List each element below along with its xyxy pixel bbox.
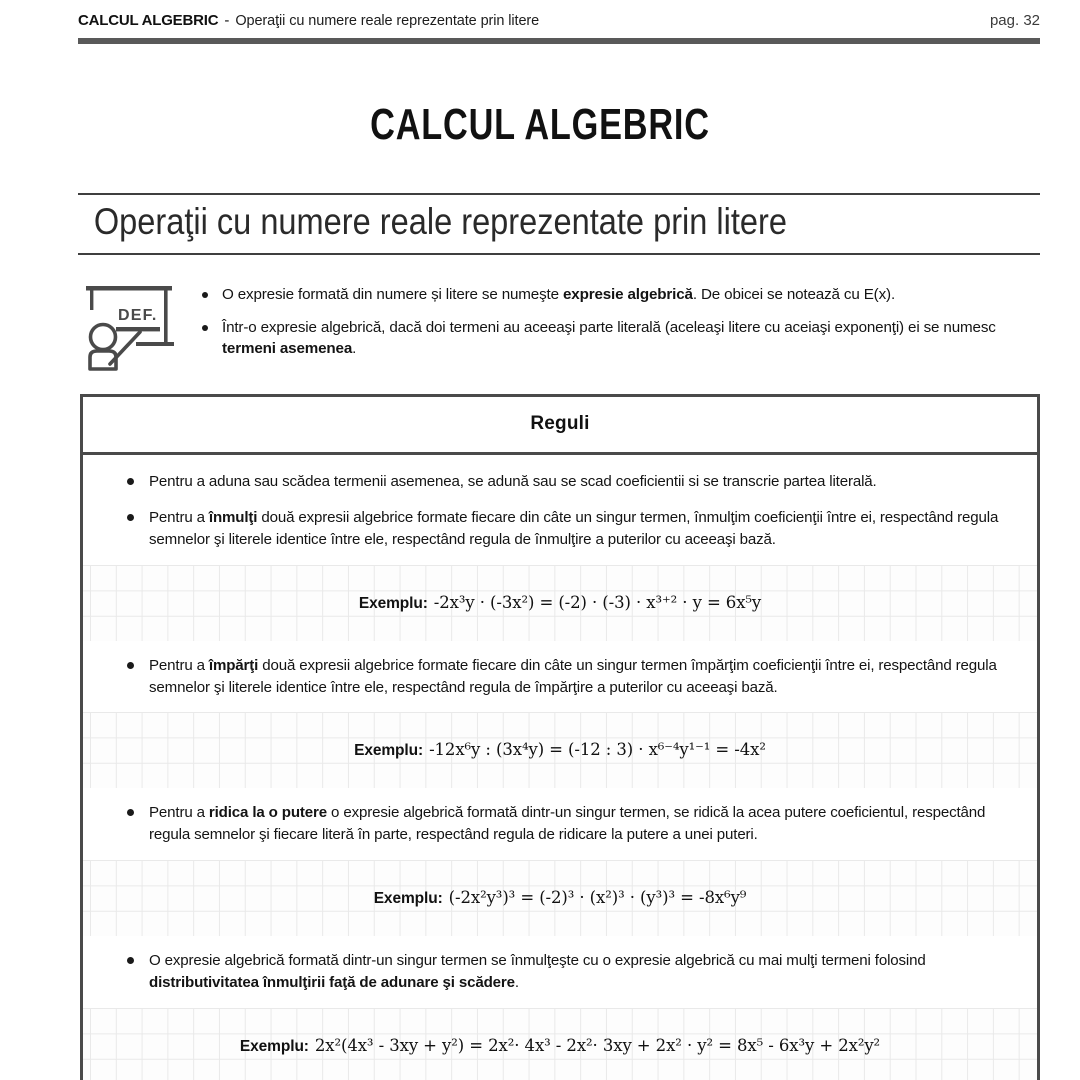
rule-item-2-bold: înmulţi bbox=[208, 508, 258, 526]
example-strip-1 bbox=[83, 565, 1037, 641]
running-header-left bbox=[78, 12, 539, 29]
example-line-2 bbox=[354, 740, 766, 760]
header-divider-rule bbox=[78, 38, 1040, 44]
page-title: CALCUL ALGEBRIC bbox=[370, 100, 710, 149]
header-chapter-title: CALCUL ALGEBRIC bbox=[78, 12, 219, 29]
rule-item-3-post: două expresii algebrice formate fiecare din câte un singur termen împărţim coeficienţii între ei, respectând regula semnelor şi literele identice între ele, respectând regula de împărţire a puterilor cu aceeaşi bază. bbox=[149, 656, 997, 696]
definition-icon bbox=[78, 278, 182, 377]
rules-table-header: Reguli bbox=[83, 397, 1037, 455]
blackboard-teacher-icon bbox=[78, 280, 182, 372]
definition-item-1-pre: O expresie formată din numere și litere se numeşte bbox=[222, 286, 563, 303]
example-formula-2: -12x⁶y : (3x⁴y) = (-12 : 3) · x⁶⁻⁴y¹⁻¹ = -4x² bbox=[429, 740, 766, 760]
rule-item-5 bbox=[83, 950, 1037, 994]
rule-item-4-pre: Pentru a bbox=[149, 804, 209, 822]
running-header bbox=[78, 12, 1040, 29]
example-line-1 bbox=[359, 593, 761, 613]
rule-item-1-pre: Pentru a aduna sau scădea termenii asemenea, se adună sau se scad coeficientii si se transcrie partea literală. bbox=[149, 473, 877, 490]
example-label-2: Exemplu: bbox=[354, 742, 424, 760]
example-line-3 bbox=[374, 888, 747, 908]
section-heading: Operaţii cu numere reale reprezentate prin litere bbox=[93, 201, 788, 242]
rule-item-4-bold: ridica la o putere bbox=[208, 804, 327, 822]
example-formula-1: -2x³y · (-3x²) = (-2) · (-3) · x³⁺² · y = 6x⁵y bbox=[433, 592, 762, 612]
definition-item-2-post: . bbox=[352, 340, 357, 358]
example-formula-3: (-2x²y³)³ = (-2)³ · (x²)³ · (y³)³ = -8x⁶y⁹ bbox=[448, 888, 747, 908]
definition-item-2-pre: Într-o expresie algebrică, dacă doi termeni au aceeaşi parte literală (aceleaşi litere cu aceiaşi exponenţi) ei se numesc bbox=[222, 318, 996, 336]
definition-text-list bbox=[200, 278, 1040, 360]
rule-item-4 bbox=[83, 802, 1037, 846]
rule-item-4-post: o expresie algebrică formată dintr-un singur termen, se ridică la acea putere coeficientul, respectând regula semnelor şi fiecare literă în parte, respectând regula de ridicare la putere a unei puteri. bbox=[149, 804, 986, 844]
definition-item-2-bold: termeni asemenea bbox=[222, 340, 353, 358]
rule-item-2-post: două expresii algebrice formate fiecare din câte un singur termen, înmulţim coeficienţii între ei, respectând regula semnelor şi literele identice între ele, respectând regula de înmulţire a puterilor cu aceeaşi bază. bbox=[149, 508, 999, 548]
rule-item-2-pre: Pentru a bbox=[149, 508, 209, 526]
page-number: pag. 32 bbox=[989, 12, 1040, 29]
example-label-3: Exemplu: bbox=[373, 890, 443, 908]
example-label-4: Exemplu: bbox=[239, 1037, 309, 1055]
example-formula-4: 2x²(4x³ - 3xy + y²) = 2x²· 4x³ - 2x²· 3xy + 2x² · y² = 8x⁵ - 6x³y + 2x²y² bbox=[314, 1035, 881, 1055]
example-label-1: Exemplu: bbox=[358, 594, 428, 612]
definition-item-2 bbox=[200, 317, 1040, 360]
rule-item-3 bbox=[83, 655, 1037, 699]
section-rule-bottom bbox=[78, 253, 1040, 255]
rule-item-3-pre: Pentru a bbox=[149, 656, 209, 674]
definition-block bbox=[78, 278, 1040, 377]
example-line-4 bbox=[240, 1036, 880, 1056]
rule-item-2 bbox=[83, 507, 1037, 551]
rules-table bbox=[80, 394, 1040, 1080]
rule-item-5-pre: O expresie algebrică formată dintr-un singur termen se înmulţeşte cu o expresie algebrică cu mai mulţi termeni folosind bbox=[149, 952, 926, 970]
definition-item-1 bbox=[200, 284, 1040, 306]
header-subtitle: Operaţii cu numere reale reprezentate prin litere bbox=[235, 13, 540, 29]
rule-item-3-bold: împărţi bbox=[208, 656, 259, 674]
example-strip-3 bbox=[83, 860, 1037, 936]
definition-item-1-bold: expresie algebrică bbox=[562, 286, 693, 303]
example-strip-4 bbox=[83, 1008, 1037, 1080]
section-heading-band bbox=[78, 193, 1040, 255]
rule-item-5-post: . bbox=[514, 974, 519, 991]
rule-item-1 bbox=[83, 471, 1037, 493]
header-dash: - bbox=[224, 12, 230, 29]
svg-text:DEF.: DEF. bbox=[118, 307, 158, 324]
definition-bullets bbox=[200, 284, 1040, 360]
example-strip-2 bbox=[83, 712, 1037, 788]
rules-table-body bbox=[83, 455, 1037, 1080]
rule-item-5-bold: distributivitatea înmulţirii faţă de adunare şi scădere bbox=[149, 974, 515, 991]
definition-item-1-post: . De obicei se notează cu E(x). bbox=[692, 286, 896, 303]
